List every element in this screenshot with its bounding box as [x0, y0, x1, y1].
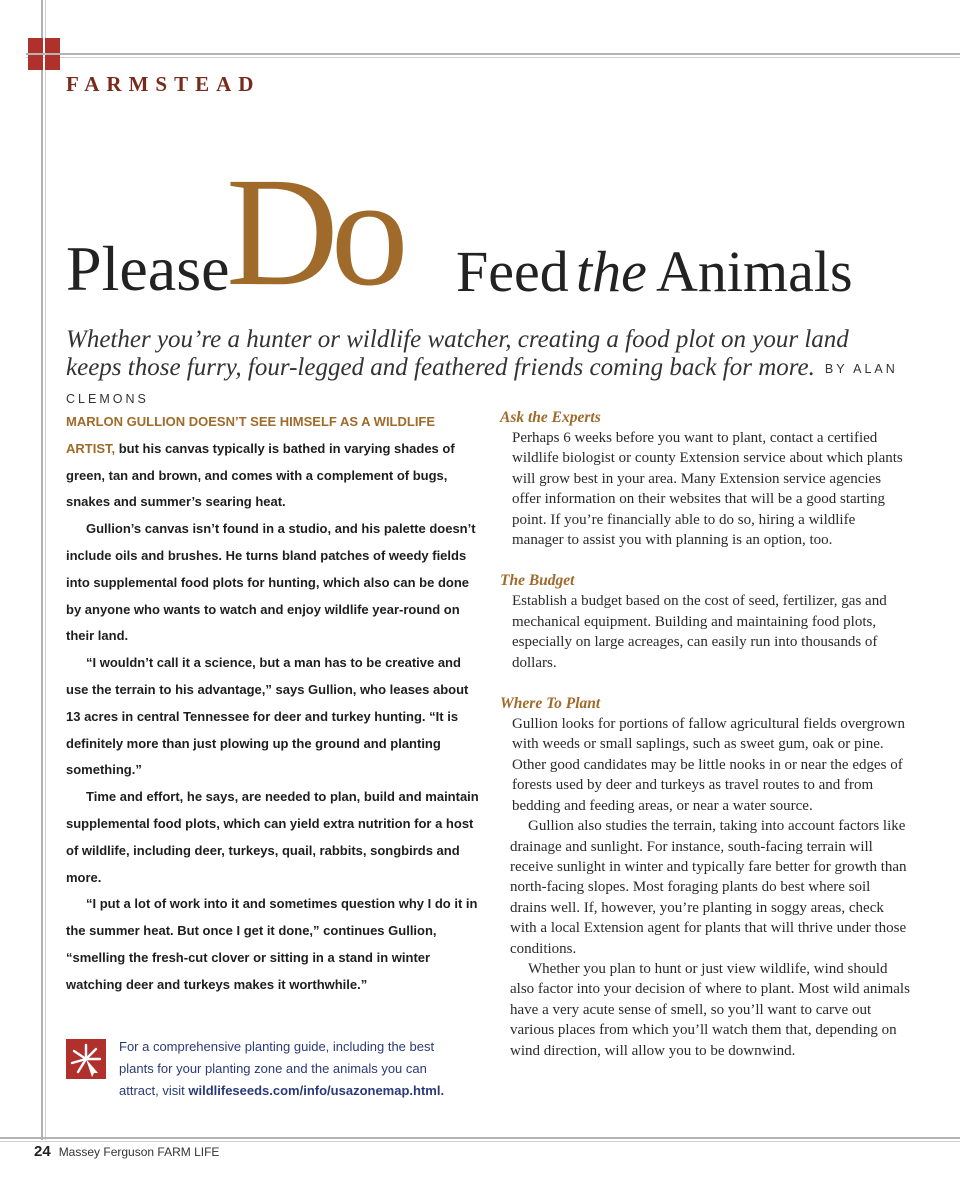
- planting-guide-note: [119, 1036, 459, 1102]
- headline-word-feed: Feed: [456, 239, 569, 304]
- section-ask-the-experts: [500, 408, 910, 550]
- subhead: Ask the Experts: [500, 409, 601, 426]
- byline: BY ALAN CLEMONS: [66, 362, 898, 406]
- paragraph: Establish a budget based on the cost of seed, fertilizer, gas and mechanical equipment. Building and maintaining food plots, especially on large acreages, can easily run into thousands of dollars.: [512, 593, 887, 671]
- headline-word-please: Please: [66, 233, 230, 304]
- deck-text: Whether you’re a hunter or wildlife watcher, creating a food plot on your land keeps those furry, four-legged and feathered friends coming back for more.: [66, 326, 849, 381]
- paragraph: [66, 409, 484, 516]
- usazonemap-link[interactable]: wildlifeseeds.com/info/usazonemap.html.: [188, 1083, 445, 1098]
- paragraph: Perhaps 6 weeks before you want to plant, contact a certified wildlife biologist or county Extension service about which plants will grow best in your area. Many Extension service agencies offer information on their websites that will be a good starting point. If you’re financially able to do so, hiring a wildlife manager to assist you with planning is an option, too.: [512, 430, 903, 549]
- paragraph: Gullion looks for portions of fallow agricultural fields overgrown with weeds or small saplings, such as sweet gum, oak or pine. Other good candidates may be little nooks in or near the edges of forests used by deer and turkeys as travel routes to and from bedding and feeding areas, or near a water source.: [512, 716, 905, 814]
- right-column: [500, 408, 910, 1061]
- top-rule: [26, 53, 960, 55]
- paragraph: Time and effort, he says, are needed to plan, build and maintain supplemental food plots, which can yield extra nutrition for a host of wildlife, including deer, turkeys, quail, rabbits, songbirds and more.: [66, 789, 479, 885]
- left-rule: [41, 0, 43, 1140]
- section-label: FARMSTEAD: [66, 72, 261, 96]
- headline: [66, 145, 926, 320]
- paragraph-text: but his canvas typically is bathed in varying shades of green, tan and brown, and comes with a complement of bugs, snakes and summer’s searing heat.: [66, 440, 455, 510]
- sunburst-icon: [66, 1039, 106, 1079]
- headline-word-animals: Animals: [656, 239, 853, 304]
- section-the-budget: [500, 571, 910, 673]
- headline-word-the: the: [576, 239, 647, 304]
- paragraph: “I wouldn’t call it a science, but a man has to be creative and use the terrain to his advantage,” says Gullion, who leases about 13 acres in central Tennessee for deer and turkey hunting. “It is definitely more than just plowing up the ground and planting something.”: [66, 655, 469, 778]
- bottom-rule-inner: [0, 1141, 960, 1142]
- paragraph: Gullion also studies the terrain, taking into account factors like drainage and sunlight. For instance, south-facing terrain will receive sunlight in winter and typically fare better for growth than north-facing slopes. Most foraging plants do best where soil drains well. If, however, you’re planting in soggy areas, check with a local Extension agent for plants that will thrive under those conditions.: [510, 818, 907, 957]
- bottom-rule: [0, 1137, 960, 1139]
- note-text: For a comprehensive planting guide, including the best plants for your planting zone and the animals you can attract, visit: [119, 1039, 435, 1098]
- subhead: Where To Plant: [500, 695, 601, 713]
- publication-name: Massey Ferguson FARM LIFE: [58, 1145, 220, 1159]
- corner-squares-icon: [28, 38, 60, 70]
- deck: [66, 326, 906, 413]
- lead-in: MARLON GULLION DOESN’T SEE HIMSELF AS A WILDLIFE ARTIST,: [66, 414, 436, 456]
- left-rule-inner: [45, 0, 46, 1140]
- page-number: 24: [34, 1143, 51, 1160]
- paragraph: Gullion’s canvas isn’t found in a studio, and his palette doesn’t include oils and brushes. He turns bland patches of weedy fields into supplemental food plots for hunting, which also can be done by anyone who wants to watch and enjoy wildlife year-round on their land.: [66, 521, 476, 644]
- section-where-to-plant: [500, 694, 910, 1061]
- left-column: [66, 409, 484, 999]
- subhead: The Budget: [500, 572, 575, 590]
- paragraph: “I put a lot of work into it and sometimes question why I do it in the summer heat. But once I get it done,” continues Gullion, “smelling the fresh-cut clover or sitting in a stand in winter watching deer and turkeys makes it worthwhile.”: [66, 896, 478, 992]
- top-rule-inner: [26, 57, 960, 58]
- paragraph: Whether you plan to hunt or just view wildlife, wind should also factor into your decision of where to plant. Most wild animals have a very acute sense of smell, so you’ll want to carve out various places from which you’ll watch them that, depending on wind direction, will allow you to be downwind.: [510, 960, 910, 1059]
- page-footer: [34, 1143, 219, 1160]
- headline-word-do: Do: [226, 145, 401, 318]
